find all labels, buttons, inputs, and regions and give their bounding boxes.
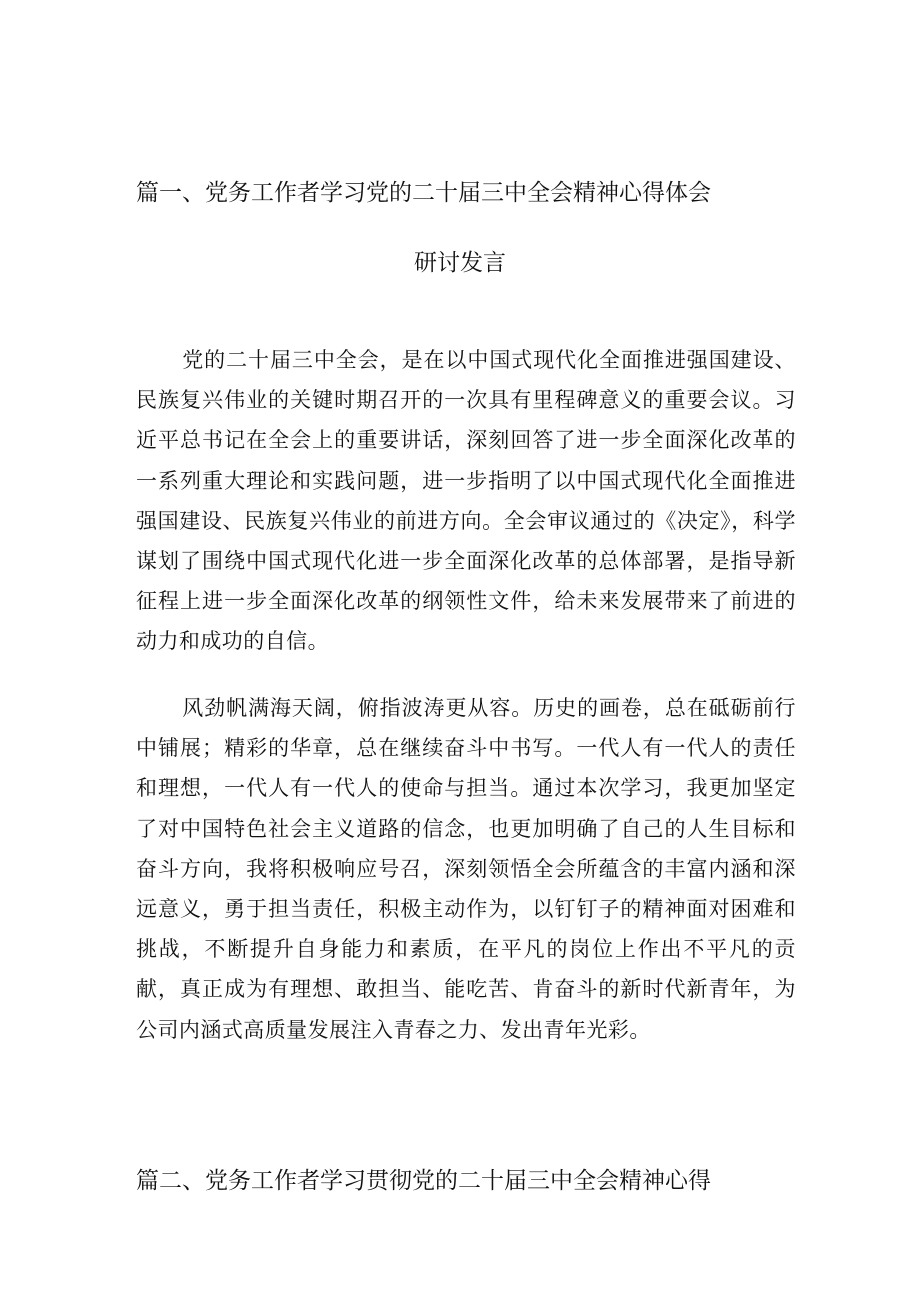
section-one-paragraph-2: 风劲帆满海天阔，俯指波涛更从容。历史的画卷，总在砥砺前行中铺展；精彩的华章，总在继续奋斗中书写。一代人有一代人的责任和理想，一代人有一代人的使命与担当。通过本次学习，我更加坚定了对中国特色社会主义道路的信念，也更加明确了自己的人生目标和奋斗方向，我将积极响应号召，深刻领悟全会所蕴含的丰富内涵和深远意义，勇于担当责任，积极主动作为，以钉钉子的精神面对困难和挑战，不断提升自身能力和素质，在平凡的岗位上作出不平凡的贡献，真正成为有理想、敢担当、能吃苦、肯奋斗的新时代新青年，为公司内涵式高质量发展注入青春之力、发出青年光彩。 (136, 696, 796, 1042)
section-one-subtitle: 研讨发言 (414, 250, 506, 276)
section-two-title: 篇二、党务工作者学习贯彻党的二十届三中全会精神心得 (136, 1168, 711, 1194)
section-one-title: 篇一、党务工作者学习党的二十届三中全会精神心得体会 (136, 180, 711, 206)
section-one-paragraph-1: 党的二十届三中全会，是在以中国式现代化全面推进强国建设、民族复兴伟业的关键时期召开的一次具有里程碑意义的重要会议。习近平总书记在全会上的重要讲话，深刻回答了进一步全面深化改革的一系列重大理论和实践问题，进一步指明了以中国式现代化全面推进强国建设、民族复兴伟业的前进方向。全会审议通过的《决定》，科学谋划了围绕中国式现代化进一步全面深化改革的总体部署，是指导新征程上进一步全面深化改革的纲领性文件，给未来发展带来了前进的动力和成功的自信。 (136, 348, 796, 654)
